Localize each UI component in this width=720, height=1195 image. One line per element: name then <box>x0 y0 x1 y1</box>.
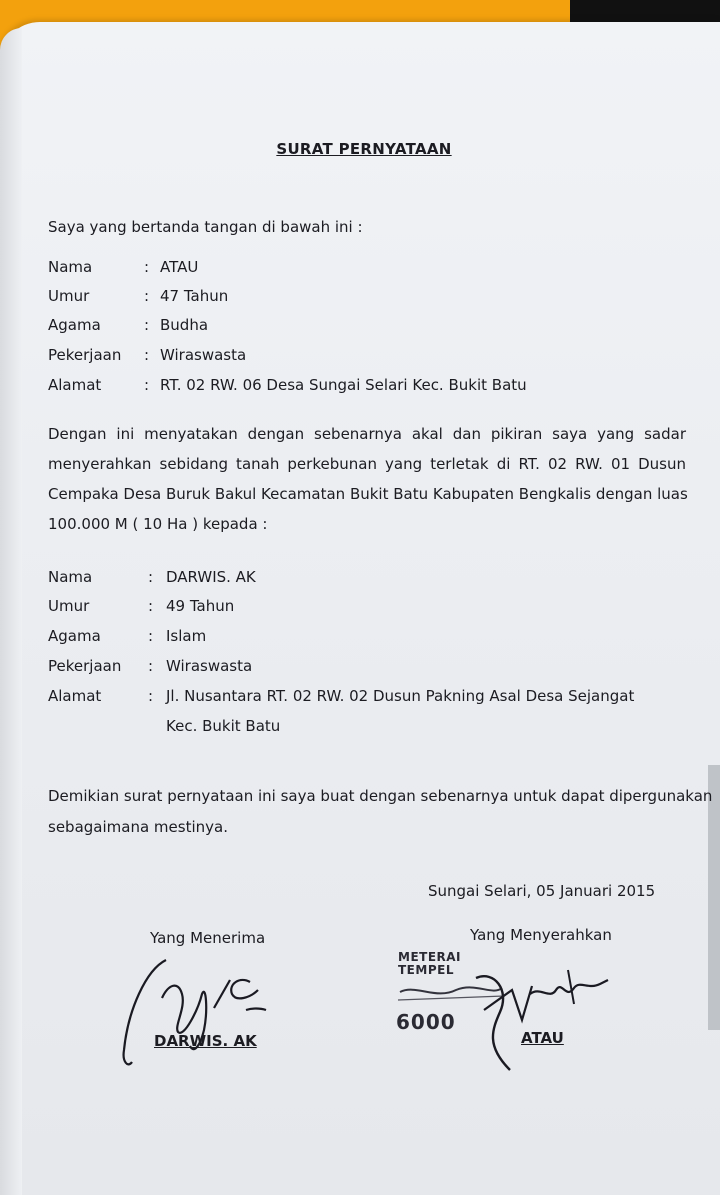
giver-label: Yang Menyerahkan <box>470 926 612 944</box>
colon: : <box>144 376 150 394</box>
first-party-umur-label: Umur <box>48 287 90 305</box>
colon: : <box>148 687 154 705</box>
second-party-pekerjaan-label: Pekerjaan <box>48 657 122 675</box>
document-title: SURAT PERNYATAAN <box>276 140 452 158</box>
colon: : <box>148 657 154 675</box>
colon: : <box>144 346 150 364</box>
colon: : <box>144 316 150 334</box>
colon: : <box>144 287 150 305</box>
first-party-alamat-label: Alamat <box>48 376 102 394</box>
colon: : <box>148 597 154 615</box>
second-party-agama-value: Islam <box>166 627 207 645</box>
statement-line-2: menyerahkan sebidang tanah perkebunan yang terletak di RT. 02 RW. 01 Dusun <box>48 455 686 473</box>
second-party-agama-label: Agama <box>48 627 101 645</box>
second-party-alamat-label: Alamat <box>48 687 102 705</box>
giver-signature <box>470 950 620 1075</box>
receiver-name: DARWIS. AK <box>154 1032 257 1050</box>
second-party-alamat-value-line-1: Jl. Nusantara RT. 02 RW. 02 Dusun Pakning Asal Desa Sejangat <box>166 687 635 705</box>
closing-line-2: sebagaimana mestinya. <box>48 818 228 836</box>
statement-line-3: Cempaka Desa Buruk Bakul Kecamatan Bukit Batu Kabupaten Bengkalis dengan luas <box>48 485 688 503</box>
first-party-nama-label: Nama <box>48 258 93 276</box>
second-party-pekerjaan-value: Wiraswasta <box>166 657 253 675</box>
colon: : <box>148 568 154 586</box>
colon: : <box>144 258 150 276</box>
second-party-umur-label: Umur <box>48 597 90 615</box>
first-party-umur-value: 47 Tahun <box>160 287 229 305</box>
second-party-nama-value: DARWIS. AK <box>166 568 256 586</box>
second-party-umur-value: 49 Tahun <box>166 597 235 615</box>
stamp-line-2: TEMPEL <box>398 963 454 977</box>
first-party-agama-value: Budha <box>160 316 209 334</box>
first-party-agama-label: Agama <box>48 316 101 334</box>
stamp-line-1: METERAI <box>398 950 462 964</box>
intro-text: Saya yang bertanda tangan di bawah ini : <box>48 218 363 236</box>
receiver-signature <box>118 950 278 1070</box>
first-party-alamat-value: RT. 02 RW. 06 Desa Sungai Selari Kec. Bukit Batu <box>160 376 527 394</box>
stamp-value: 6000 <box>396 1010 456 1034</box>
place-date: Sungai Selari, 05 Januari 2015 <box>428 882 656 900</box>
colon: : <box>148 627 154 645</box>
receiver-label: Yang Menerima <box>150 929 266 947</box>
first-party-pekerjaan-value: Wiraswasta <box>160 346 247 364</box>
second-party-nama-label: Nama <box>48 568 93 586</box>
statement-line-4: 100.000 M ( 10 Ha ) kepada : <box>48 515 268 533</box>
giver-name: ATAU <box>521 1029 564 1047</box>
closing-line-1: Demikian surat pernyataan ini saya buat dengan sebenarnya untuk dapat dipergunakan <box>48 787 713 805</box>
statement-line-1: Dengan ini menyatakan dengan sebenarnya akal dan pikiran saya yang sadar <box>48 425 686 443</box>
first-party-pekerjaan-label: Pekerjaan <box>48 346 122 364</box>
second-party-alamat-value-line-2: Kec. Bukit Batu <box>166 717 281 735</box>
first-party-nama-value: ATAU <box>160 258 199 276</box>
